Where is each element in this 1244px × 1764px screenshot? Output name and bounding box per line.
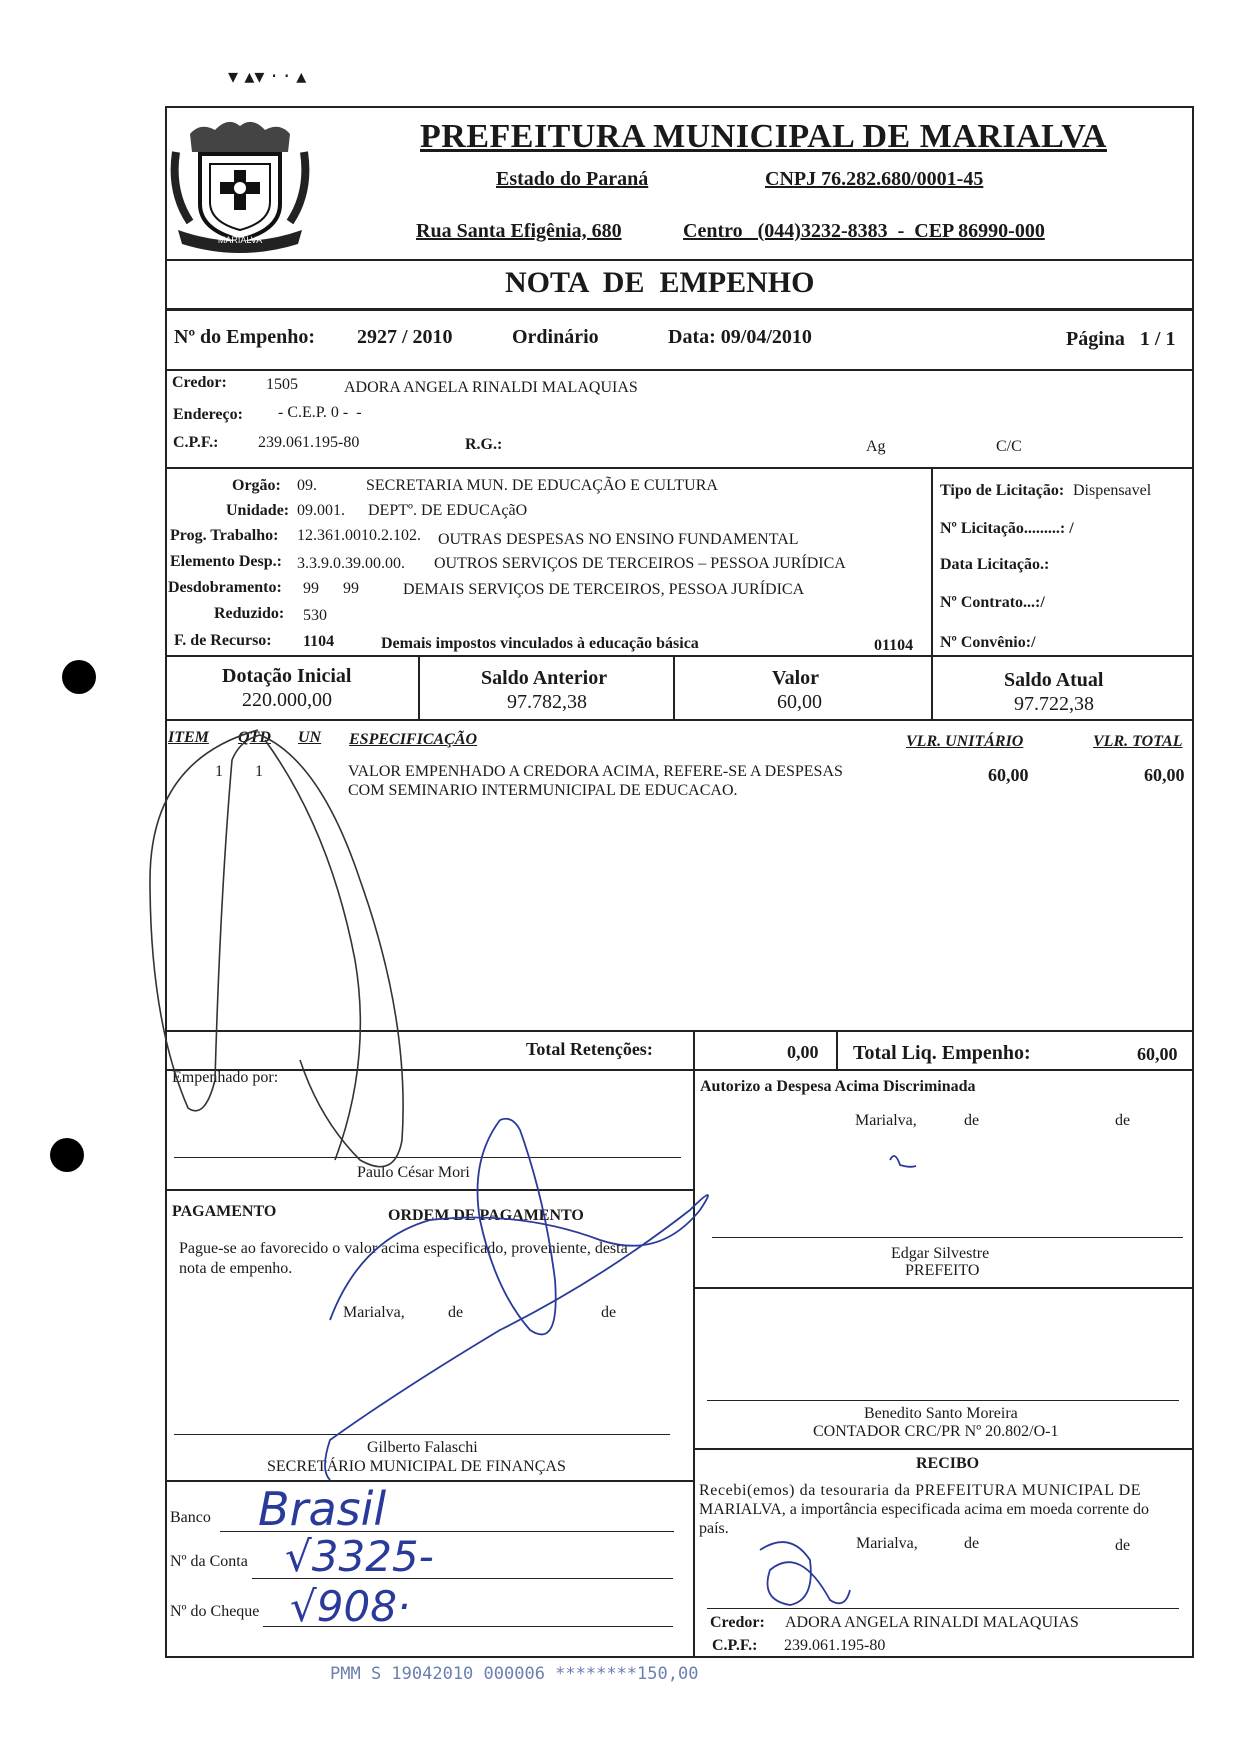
header-address-contact: Centro (044)3232-8383 - CEP 86990-000 — [683, 220, 1045, 242]
punch-hole-top — [62, 660, 96, 694]
col-header-especificacao: ESPECIFICAÇÃO — [349, 731, 478, 748]
valor-label: Valor — [772, 667, 820, 689]
item-unit-value: 60,00 — [988, 765, 1029, 785]
scan-mark: ▾ ▴▾ · · ▴ — [228, 64, 307, 88]
divider-vertical — [693, 1448, 695, 1658]
divider-vertical — [931, 467, 933, 657]
recurso-name: Demais impostos vinculados à educação básica — [381, 635, 699, 652]
orgao-code: 09. — [297, 477, 317, 494]
recibo-cpf-label: C.P.F.: — [712, 1637, 758, 1654]
page-number: Página 1 / 1 — [1066, 328, 1176, 350]
cc-label: C/C — [996, 438, 1022, 455]
col-header-qtd: QTD — [238, 729, 271, 746]
contador-role: CONTADOR CRC/PR Nº 20.802/O-1 — [813, 1423, 1059, 1440]
recurso-code: 1104 — [303, 633, 335, 650]
header-cnpj: CNPJ 76.282.680/0001-45 — [765, 168, 984, 190]
divider-vertical — [931, 655, 933, 719]
pagamento-de-1: de — [448, 1304, 464, 1321]
divider — [165, 1030, 1194, 1032]
svg-text:MARIALVA: MARIALVA — [217, 235, 263, 245]
bank-stamp: PMM S 19042010 000006 ********150,00 — [330, 1664, 699, 1684]
coat-of-arms-logo — [170, 112, 310, 254]
saldo-atual-value: 97.722,38 — [1014, 693, 1094, 715]
divider — [165, 467, 1194, 469]
empenho-date: Data: 09/04/2010 — [668, 326, 812, 348]
unidade-code: 09.001. — [297, 502, 345, 519]
cpf-value: 239.061.195-80 — [258, 434, 360, 451]
recibo-title: RECIBO — [916, 1455, 980, 1472]
credor-label: Credor: — [172, 374, 227, 391]
document-title: NOTA DE EMPENHO — [505, 266, 815, 299]
divider-vertical — [418, 655, 420, 719]
col-header-un: UN — [298, 729, 322, 746]
recibo-de-1: de — [964, 1535, 980, 1552]
ordem-pagamento-label: ORDEM DE PAGAMENTO — [388, 1207, 584, 1224]
divider — [165, 719, 1194, 721]
col-header-item: ITEM — [168, 729, 209, 746]
divider — [165, 1189, 695, 1191]
divider — [165, 1069, 1194, 1071]
contrato-number: Nº Contrato...:/ — [940, 594, 1045, 611]
recurso-label: F. de Recurso: — [174, 632, 272, 649]
divider — [165, 369, 1194, 371]
contador-signer: Benedito Santo Moreira — [864, 1405, 1018, 1422]
ag-label: Ag — [866, 438, 886, 455]
empenho-type: Ordinário — [512, 326, 599, 348]
prog-name: OUTRAS DESPESAS NO ENSINO FUNDAMENTAL — [438, 531, 799, 548]
orgao-name: SECRETARIA MUN. DE EDUCAÇÃO E CULTURA — [366, 477, 718, 494]
divider — [165, 1480, 695, 1482]
address-label: Endereço: — [173, 406, 243, 423]
saldo-anterior-label: Saldo Anterior — [481, 667, 608, 689]
item-total-value: 60,00 — [1144, 765, 1185, 785]
item-number: 1 — [215, 763, 223, 780]
header-title: PREFEITURA MUNICIPAL DE MARIALVA — [420, 118, 1107, 155]
desdobramento-name: DEMAIS SERVIÇOS DE TERCEIROS, PESSOA JURÍDICA — [403, 581, 805, 598]
divider — [165, 655, 1194, 657]
recurso-code-2: 01104 — [874, 637, 914, 654]
header-street: Rua Santa Efigênia, 680 — [416, 220, 622, 242]
desdobramento-code: 99 99 — [303, 580, 359, 597]
elemento-label: Elemento Desp.: — [170, 553, 282, 570]
pagamento-place: Marialva, — [343, 1304, 405, 1321]
divider — [165, 259, 1194, 261]
desdobramento-label: Desdobramento: — [168, 579, 282, 596]
liquido-label: Total Liq. Empenho: — [853, 1042, 1031, 1064]
orgao-label: Orgão: — [232, 477, 281, 494]
recibo-de-2: de — [1115, 1537, 1131, 1554]
autorizo-signer: Edgar Silvestre — [891, 1245, 990, 1262]
recibo-credor-value: ADORA ANGELA RINALDI MALAQUIAS — [785, 1614, 1079, 1631]
autorizo-place: Marialva, — [855, 1112, 917, 1129]
recibo-text-line-1: Recebi(emos) da tesouraria da PREFEITURA MUNICIPAL DE — [699, 1482, 1142, 1499]
signature-line — [707, 1608, 1179, 1609]
empenho-label: Nº do Empenho: — [174, 326, 316, 348]
dotacao-value: 220.000,00 — [242, 689, 332, 711]
signature-line — [174, 1434, 670, 1435]
item-qty: 1 — [255, 763, 263, 780]
divider — [165, 308, 1194, 311]
conta-handwritten: √3325- — [285, 1532, 434, 1581]
prog-label: Prog. Trabalho: — [170, 527, 279, 544]
empenhado-label: Empenhado por: — [172, 1069, 279, 1086]
divider-vertical — [673, 655, 675, 719]
col-header-vlr-unitario: VLR. UNITÁRIO — [906, 733, 1024, 750]
divider — [693, 1448, 1194, 1450]
autorizo-de-1: de — [964, 1112, 980, 1129]
retencoes-label: Total Retenções: — [526, 1039, 653, 1059]
autorizo-de-2: de — [1115, 1112, 1131, 1129]
pagamento-role: SECRETÁRIO MUNICIPAL DE FINANÇAS — [267, 1458, 566, 1475]
credor-code: 1505 — [266, 376, 298, 393]
valor-value: 60,00 — [777, 691, 822, 713]
banco-label: Banco — [170, 1509, 211, 1526]
autorizo-label: Autorizo a Despesa Acima Discriminada — [700, 1078, 976, 1095]
banco-handwritten: Brasil — [258, 1482, 387, 1536]
licitacao-number: Nº Licitação.........: / — [940, 520, 1074, 537]
col-header-vlr-total: VLR. TOTAL — [1093, 733, 1183, 750]
divider-vertical — [693, 1030, 695, 1450]
liquido-value: 60,00 — [1137, 1044, 1178, 1064]
credor-name: ADORA ANGELA RINALDI MALAQUIAS — [344, 379, 638, 396]
convenio-number: Nº Convênio:/ — [940, 634, 1036, 651]
reduzido-label: Reduzido: — [214, 605, 285, 622]
pagamento-de-2: de — [601, 1304, 617, 1321]
saldo-atual-label: Saldo Atual — [1004, 669, 1104, 691]
signature-line — [174, 1157, 681, 1158]
signature-line — [707, 1400, 1179, 1401]
prog-code: 12.361.0010.2.102. — [297, 527, 421, 544]
pagamento-signer: Gilberto Falaschi — [367, 1439, 478, 1456]
rg-label: R.G.: — [465, 436, 503, 453]
divider — [693, 1287, 1194, 1289]
autorizo-role: PREFEITO — [905, 1262, 980, 1279]
unidade-label: Unidade: — [226, 502, 290, 519]
elemento-name: OUTROS SERVIÇOS DE TERCEIROS – PESSOA JURÍDICA — [434, 555, 846, 572]
recibo-place: Marialva, — [856, 1535, 918, 1552]
reduzido-value: 530 — [303, 607, 327, 624]
punch-hole-bottom — [50, 1138, 84, 1172]
recibo-cpf-value: 239.061.195-80 — [784, 1637, 886, 1654]
elemento-code: 3.3.9.0.39.00.00. — [297, 555, 405, 572]
cpf-label: C.P.F.: — [173, 434, 219, 451]
item-spec-line-1: VALOR EMPENHADO A CREDORA ACIMA, REFERE-SE A DESPESAS — [348, 763, 843, 780]
saldo-anterior-value: 97.782,38 — [507, 691, 587, 713]
licitacao-date: Data Licitação.: — [940, 556, 1050, 573]
signature-line — [712, 1237, 1183, 1238]
item-spec-line-2: COM SEMINARIO INTERMUNICIPAL DE EDUCACAO. — [348, 782, 738, 799]
cheque-label: Nº do Cheque — [170, 1603, 260, 1620]
empenhado-signer: Paulo César Mori — [357, 1164, 470, 1181]
pagamento-text-line-2: nota de empenho. — [179, 1260, 293, 1277]
pagamento-label: PAGAMENTO — [172, 1203, 277, 1220]
cheque-handwritten: √908· — [290, 1582, 411, 1631]
divider-vertical — [836, 1030, 838, 1070]
licitacao-type-label: Tipo de Licitação: — [940, 482, 1065, 499]
unidade-name: DEPTº. DE EDUCAçãO — [368, 502, 528, 519]
address-value: - C.E.P. 0 - - — [278, 404, 362, 421]
recibo-text-line-2: MARIALVA, a importância especificada acima em moeda corrente do — [699, 1501, 1150, 1518]
recibo-credor-label: Credor: — [710, 1614, 765, 1631]
retencoes-value: 0,00 — [787, 1042, 819, 1062]
recibo-text-line-3: país. — [699, 1520, 729, 1537]
conta-label: Nº da Conta — [170, 1553, 248, 1570]
header-state: Estado do Paraná — [496, 168, 649, 190]
empenho-number: 2927 / 2010 — [357, 326, 453, 348]
dotacao-label: Dotação Inicial — [222, 665, 352, 687]
pagamento-text-line-1: Pague-se ao favorecido o valor acima especificado, proveniente, desta — [179, 1240, 628, 1257]
licitacao-type-value: Dispensavel — [1073, 482, 1152, 499]
